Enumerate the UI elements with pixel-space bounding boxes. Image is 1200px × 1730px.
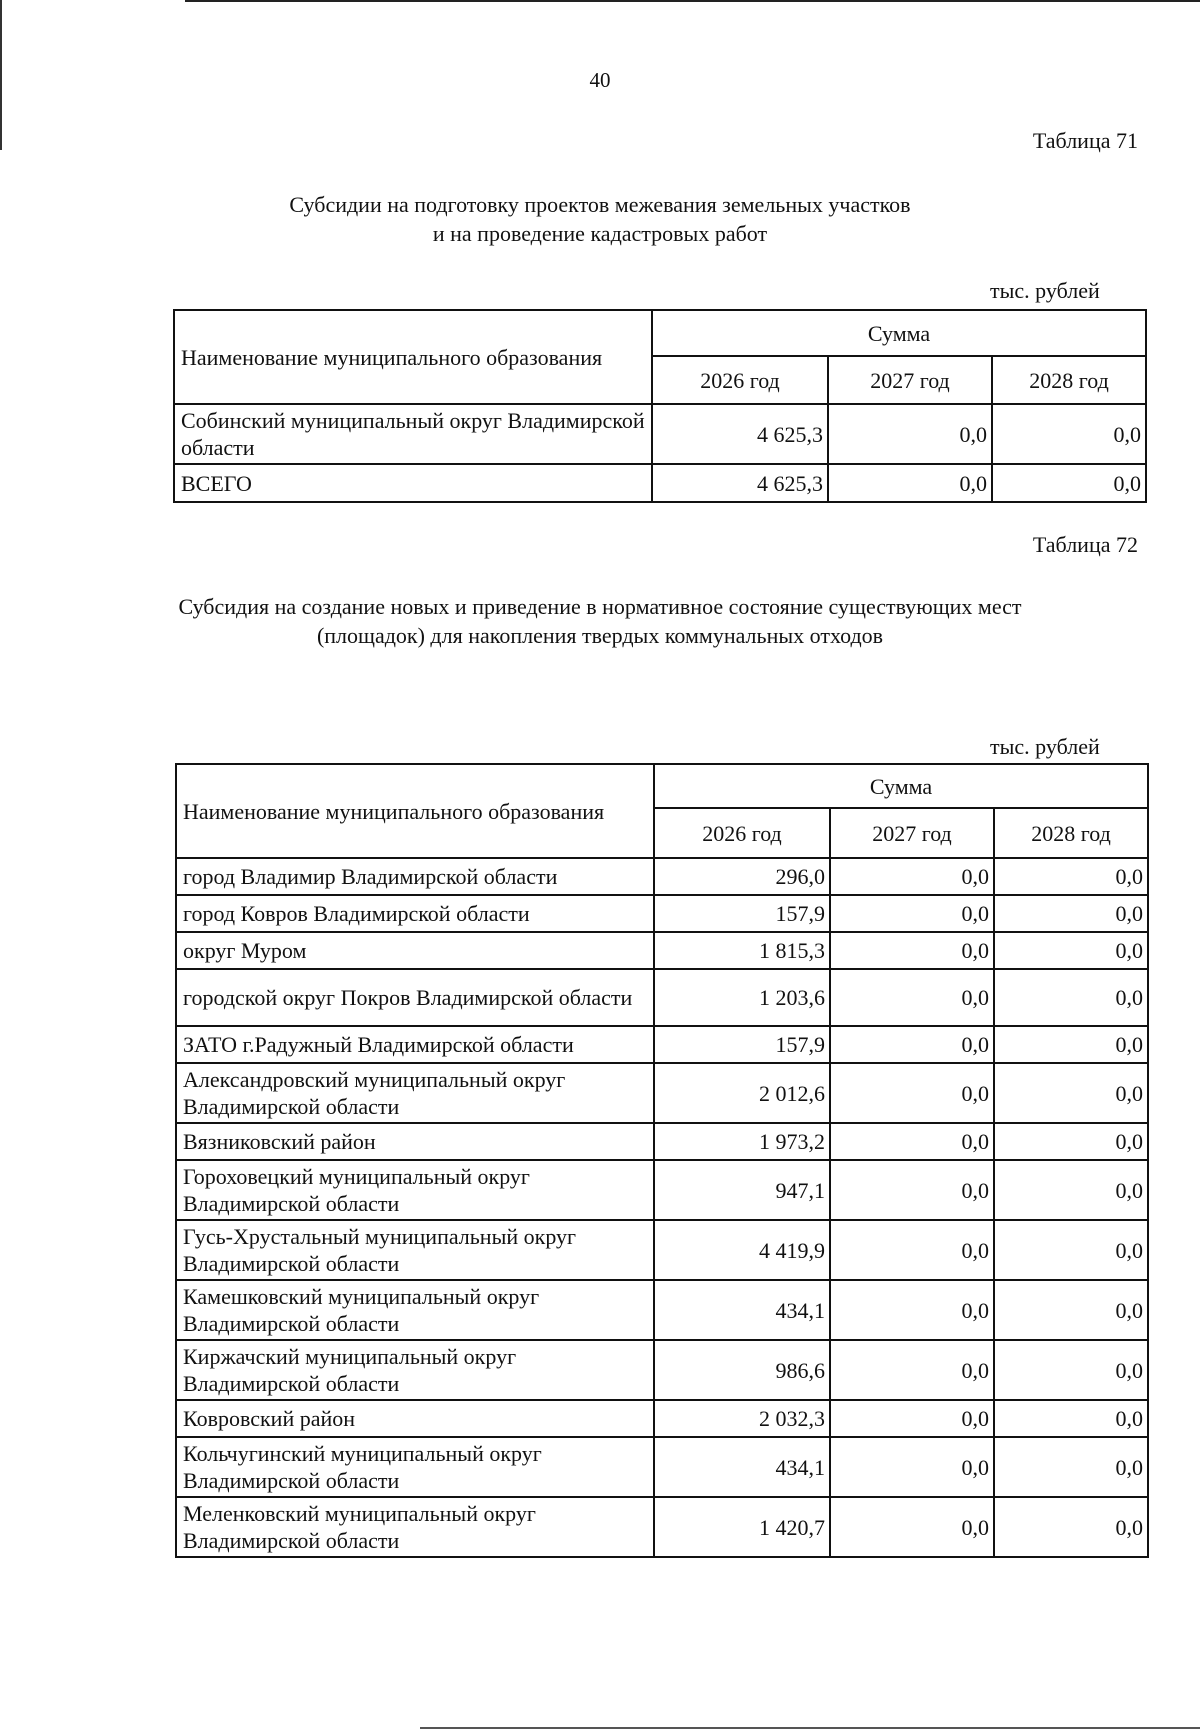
value-2028: 0,0 (994, 1160, 1148, 1220)
value-2026: 1 203,6 (654, 969, 830, 1026)
value-2026: 157,9 (654, 1026, 830, 1063)
table-72-label: Таблица 72 (1032, 532, 1138, 557)
total-2027: 0,0 (828, 464, 992, 502)
municipality-name: Кольчугинский муниципальный округ Владимирской области (176, 1437, 654, 1497)
municipality-name: город Ковров Владимирской области (176, 895, 654, 932)
table-71-header-name: Наименование муниципального образования (174, 310, 652, 404)
value-2027: 0,0 (830, 1340, 994, 1400)
value-2028: 0,0 (994, 1437, 1148, 1497)
table-72-header-name: Наименование муниципального образования (176, 764, 654, 858)
value-2026: 4 419,9 (654, 1220, 830, 1280)
value-2027: 0,0 (830, 1437, 994, 1497)
municipality-name: Александровский муниципальный округ Владимирской области (176, 1063, 654, 1123)
table-71-units: тыс. рублей (990, 278, 1100, 303)
municipality-name: округ Муром (176, 932, 654, 969)
value-2026: 434,1 (654, 1280, 830, 1340)
value-2027: 0,0 (830, 969, 994, 1026)
value-2026: 1 973,2 (654, 1123, 830, 1160)
table-72-title-line-2: (площадок) для накопления твердых коммунальных отходов (316, 623, 884, 648)
value-2026: 2 012,6 (654, 1063, 830, 1123)
total-row (174, 464, 1146, 502)
table-71-label: Таблица 71 (1032, 128, 1138, 153)
value-2028: 0,0 (994, 1220, 1148, 1280)
table-row (174, 404, 1146, 464)
municipality-name: Гусь-Хрустальный муниципальный округ Владимирской области (176, 1220, 654, 1280)
table-71-header-sum: Сумма (652, 310, 1146, 356)
municipality-name: Камешковский муниципальный округ Владимирской области (176, 1280, 654, 1340)
value-2027: 0,0 (830, 895, 994, 932)
value-2028: 0,0 (994, 1123, 1148, 1160)
table-row (176, 1026, 1148, 1063)
value-2026: 986,6 (654, 1340, 830, 1400)
table-row (176, 858, 1148, 895)
table-71-title-line-1: Субсидии на подготовку проектов межевания земельных участков (289, 192, 911, 217)
table-row (176, 1340, 1148, 1400)
municipality-name: Меленковский муниципальный округ Владимирской области (176, 1497, 654, 1557)
value-2027: 0,0 (830, 1280, 994, 1340)
table-row (176, 932, 1148, 969)
value-2027: 0,0 (830, 932, 994, 969)
table-row (176, 1400, 1148, 1437)
municipality-name: Вязниковский район (176, 1123, 654, 1160)
table-row (176, 1220, 1148, 1280)
table-72 (175, 763, 1149, 1558)
value-2026: 1 420,7 (654, 1497, 830, 1557)
value-2026: 2 032,3 (654, 1400, 830, 1437)
total-2026: 4 625,3 (652, 464, 828, 502)
total-label: ВСЕГО (174, 464, 652, 502)
table-71-header-year-2027: 2027 год (828, 356, 992, 404)
municipality-name: городской округ Покров Владимирской области (176, 969, 654, 1026)
value-2028: 0,0 (994, 932, 1148, 969)
value-2028: 0,0 (994, 1400, 1148, 1437)
table-71-header-year-2026: 2026 год (652, 356, 828, 404)
value-2028: 0,0 (992, 404, 1146, 464)
table-71-body (174, 404, 1146, 502)
table-72-header-year-2026: 2026 год (654, 808, 830, 858)
table-72-header-year-2028: 2028 год (994, 808, 1148, 858)
page-number: 40 (589, 68, 611, 92)
value-2026: 296,0 (654, 858, 830, 895)
table-row (176, 1280, 1148, 1340)
value-2027: 0,0 (830, 1497, 994, 1557)
value-2026: 434,1 (654, 1437, 830, 1497)
table-71-title (0, 190, 1200, 248)
table-row (176, 1063, 1148, 1123)
table-row (176, 969, 1148, 1026)
scan-bottom-border (420, 1727, 1200, 1729)
table-71-title-line-2: и на проведение кадастровых работ (432, 221, 768, 246)
municipality-name: город Владимир Владимирской области (176, 858, 654, 895)
table-71-header-year-2028: 2028 год (992, 356, 1146, 404)
table-72-title (0, 592, 1200, 650)
table-row (176, 895, 1148, 932)
value-2027: 0,0 (830, 858, 994, 895)
municipality-name: Собинский муниципальный округ Владимирской области (174, 404, 652, 464)
table-72-header-year-2027: 2027 год (830, 808, 994, 858)
value-2027: 0,0 (830, 1123, 994, 1160)
value-2028: 0,0 (994, 1280, 1148, 1340)
value-2027: 0,0 (830, 1063, 994, 1123)
municipality-name: Ковровский район (176, 1400, 654, 1437)
value-2027: 0,0 (830, 1400, 994, 1437)
value-2026: 1 815,3 (654, 932, 830, 969)
value-2026: 157,9 (654, 895, 830, 932)
municipality-name: Киржачский муниципальный округ Владимирской области (176, 1340, 654, 1400)
table-71 (173, 309, 1147, 503)
value-2028: 0,0 (994, 895, 1148, 932)
value-2028: 0,0 (994, 858, 1148, 895)
table-row (176, 1160, 1148, 1220)
value-2028: 0,0 (994, 1497, 1148, 1557)
table-72-units: тыс. рублей (990, 734, 1100, 759)
value-2028: 0,0 (994, 1340, 1148, 1400)
table-72-title-line-1: Субсидия на создание новых и приведение в нормативное состояние существующих мест (178, 594, 1022, 619)
scan-top-border (185, 0, 1200, 2)
table-row (176, 1497, 1148, 1557)
municipality-name: ЗАТО г.Радужный Владимирской области (176, 1026, 654, 1063)
value-2028: 0,0 (994, 1063, 1148, 1123)
municipality-name: Гороховецкий муниципальный округ Владимирской области (176, 1160, 654, 1220)
value-2027: 0,0 (830, 1160, 994, 1220)
value-2026: 4 625,3 (652, 404, 828, 464)
value-2028: 0,0 (994, 969, 1148, 1026)
value-2026: 947,1 (654, 1160, 830, 1220)
value-2028: 0,0 (994, 1026, 1148, 1063)
table-72-body (176, 858, 1148, 1557)
value-2027: 0,0 (828, 404, 992, 464)
total-2028: 0,0 (992, 464, 1146, 502)
value-2027: 0,0 (830, 1220, 994, 1280)
table-row (176, 1123, 1148, 1160)
table-row (176, 1437, 1148, 1497)
value-2027: 0,0 (830, 1026, 994, 1063)
table-72-header-sum: Сумма (654, 764, 1148, 808)
